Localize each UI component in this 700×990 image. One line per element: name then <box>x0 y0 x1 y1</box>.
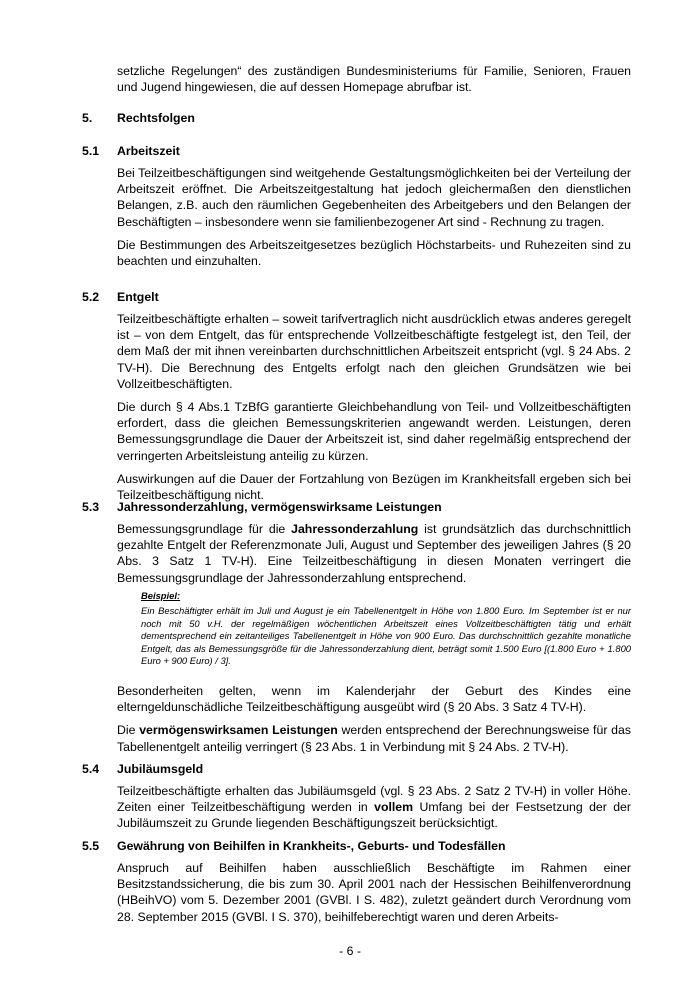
heading-5-4 <box>82 762 203 776</box>
heading-title: Entgelt <box>117 290 159 304</box>
bold-term: vollem <box>374 800 414 815</box>
paragraph: Bei Teilzeitbeschäftigungen sind weitgehende Gestaltungsmöglichkeiten bei der Verteilung der Arbeitszeit eröffnet. Die Arbeitszeitgestaltung hat jedoch gleichermaßen den dienstlichen Belangen, z.B. auch den räumlichen Gegebenheiten des Arbeitgebers und den Belangen der Beschäftigten – insbesondere wenn sie familienbezogener Art sind - Rechnung zu tragen. <box>117 166 631 229</box>
page-number: - 6 - <box>339 944 361 958</box>
paragraph: Teilzeitbeschäftigte erhalten – soweit tarifvertraglich nicht ausdrücklich etwas anderes geregelt ist – von dem Entgelt, das für entsprechende Vollzeitbeschäftigte festgelegt ist, den Teil, der dem Maß der mit ihnen vereinbarten durchschnittlichen Arbeitszeit entspricht (vgl. § 24 Abs. 2 TV-H). Die Berechnung des Entgelts erfolgt nach den gleichen Grundsätzen wie bei Vollzeitbeschäftigten. <box>117 312 631 391</box>
example-text: Ein Beschäftigter erhält im Juli und August je ein Tabellenentgelt in Höhe von 1.800 Euro. Im September ist er nur noch mit 50 v.H. der regelmäßigen wöchentlichen Arbeitszeit eines Vollzeitbeschäftigten tätig und erhält dementsprechend ein zeitanteiliges Tabellenentgelt in Höhe von 900 Euro. Das durchschnittlich gezahlte monatliche Entgelt, das als Bemessungsgröße für die Jahressonderzahlung dient, beträgt somit 1.500 Euro [(1.800 Euro + 1.800 Euro + 900 Euro) / 3]. <box>141 605 631 667</box>
paragraph: Besonderheiten gelten, wenn im Kalenderjahr der Geburt des Kindes eine elterngeldunschädliche Teilzeitbeschäftigung ausgeübt wird (§ 20 Abs. 3 Satz 4 TV-H). <box>117 684 631 715</box>
heading-title: Rechtsfolgen <box>117 111 195 125</box>
text-run: ist grundsätzlich das durchschnittlich gezahlte Entgelt der Referenzmonate Juli, August und September des jeweiligen Jahres (§ 20 Abs. 3 Satz 1 TV-H). Eine Teilzeitbeschäftigung in diesen Monaten verringert die Bemessungsgrundlage der Jahressonderzahlung entsprechend. <box>117 522 631 585</box>
heading-5-3 <box>82 500 442 514</box>
text-run: Umfang bei der Festsetzung der der Jubiläumszeit zu Grunde liegenden Beschäftigungszeit berücksichtigt. <box>117 800 631 831</box>
heading-title: Jubiläumsgeld <box>117 762 204 776</box>
paragraph: Die durch § 4 Abs.1 TzBfG garantierte Gleichbehandlung von Teil- und Vollzeitbeschäftigten erfordert, dass die gleichen Bemessungskriterien angewandt werden. Leistungen, deren Bemessungsgrundlage die Dauer der Arbeitszeit ist, sind daher regelmäßig entsprechend der verringerten Arbeitsleistung anteilig zu kürzen. <box>117 400 631 463</box>
heading-5-1 <box>82 144 180 158</box>
section-5-3-p2 <box>117 683 631 755</box>
paragraph: Die Bestimmungen des Arbeitszeitgesetzes bezüglich Höchstarbeits- und Ruhezeiten sind zu beachten und einzuhalten. <box>117 237 631 269</box>
text-run: Die <box>117 723 140 738</box>
heading-5-5 <box>82 839 506 853</box>
section-5-3-p1 <box>117 521 631 586</box>
paragraph <box>117 783 631 832</box>
section-5-2-body <box>117 311 631 503</box>
paragraph <box>117 722 631 754</box>
heading-number: 5. <box>82 111 93 125</box>
heading-5-2 <box>82 290 159 304</box>
heading-title: Jahressonderzahlung, vermögenswirksame Leistungen <box>117 500 442 514</box>
section-5-5-body <box>117 860 631 925</box>
section-5-4-body <box>117 783 631 832</box>
paragraph: Auswirkungen auf die Dauer der Fortzahlung von Bezügen im Krankheitsfall ergeben sich bei Teilzeitbeschäftigung nicht. <box>117 471 631 503</box>
heading-number: 5.5 <box>82 839 100 853</box>
bold-term: vermögenswirksamen Leistungen <box>139 723 338 738</box>
bold-term: Jahressonderzahlung <box>291 522 419 536</box>
heading-title: Arbeitszeit <box>117 144 180 158</box>
section-5-1-body <box>117 165 631 269</box>
example-box <box>141 590 631 667</box>
intro-paragraph: setzliche Regelungen“ des zuständigen Bundesministeriums für Familie, Senioren, Frauen und Jugend hingewiesen, die auf dessen Homepage abrufbar ist. <box>117 64 631 95</box>
heading-number: 5.3 <box>82 500 100 514</box>
heading-title: Gewährung von Beihilfen in Krankheits-, Geburts- und Todesfällen <box>117 839 506 853</box>
text-run: Teilzeitbeschäftigte erhalten das Jubiläumsgeld (vgl. § 23 Abs. 2 Satz 2 TV-H) in voller Höhe. Zeiten einer Teilzeitbeschäftigung werden in <box>117 784 631 815</box>
heading-5 <box>82 111 195 125</box>
paragraph <box>117 521 631 586</box>
heading-number: 5.1 <box>82 144 100 158</box>
heading-number: 5.4 <box>82 762 100 776</box>
heading-number: 5.2 <box>82 290 100 304</box>
text-run: Bemessungsgrundlage für die <box>117 522 292 536</box>
example-label: Beispiel: <box>141 590 181 601</box>
paragraph: Anspruch auf Beihilfen haben ausschließlich Beschäftigte im Rahmen einer Besitzstandssicherung, die bis zum 30. April 2001 nach der Hessischen Beihilfenverordnung (HBeihVO) vom 5. Dezember 2001 (GVBl. I S. 482), zuletzt geändert durch Verordnung vom 28. September 2015 (GVBl. I S. 370), beihilfeberechtigt waren und deren Arbeits- <box>117 861 631 924</box>
text-run: werden entsprechend der Berechnungsweise für das Tabellenentgelt anteilig verringert (§ 23 Abs. 1 in Verbindung mit § 24 Abs. 2 TV-H). <box>117 723 631 754</box>
